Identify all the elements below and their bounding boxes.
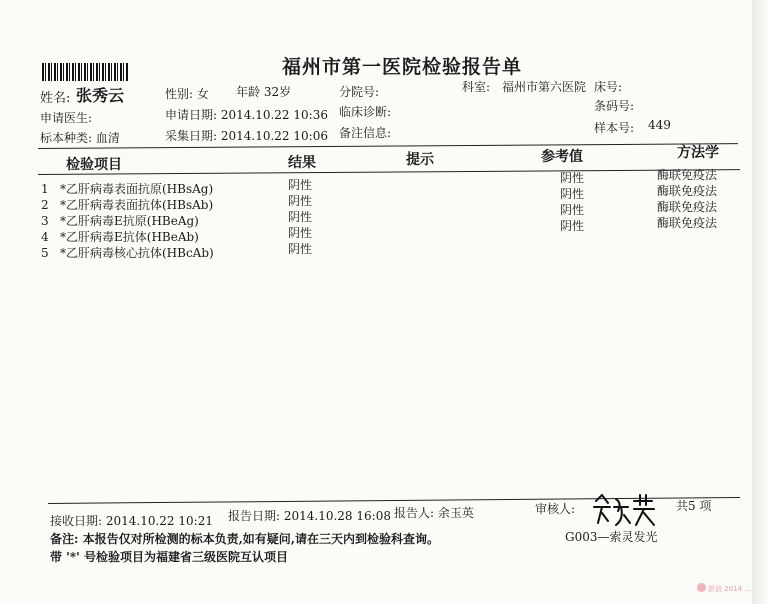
apply-date: 申请日期: 2014.10.22 10:36 — [165, 108, 328, 122]
dept-label: 科室: — [462, 80, 491, 94]
row-ref: 阴性 — [560, 171, 585, 185]
remarks-label: 备注信息: — [339, 126, 392, 140]
row-item: *乙肝病毒表面抗原(HBsAg) — [60, 182, 214, 196]
patient-name: 张秀云 — [76, 86, 125, 105]
row-result: 阴性 — [288, 178, 313, 192]
col-header-method: 方法学 — [677, 145, 719, 161]
reviewer-code: G003—索灵发光 — [565, 530, 658, 544]
row-method: 酶联免疫法 — [657, 200, 718, 214]
row-result: 阴性 — [288, 226, 313, 240]
footnote-asterisk: 带 '*' 号检验项目为福建省三级医院互认项目 — [50, 550, 288, 564]
row-no: 4 — [41, 230, 49, 244]
specimen: 标本种类: 血清 — [40, 131, 120, 145]
name-label: 姓名: — [40, 91, 71, 106]
row-item: *乙肝病毒E抗体(HBeAb) — [60, 230, 199, 244]
diagnosis-label: 临床诊断: — [339, 105, 392, 119]
doctor-label: 申请医生: — [40, 111, 93, 125]
bed-label: 床号: — [594, 80, 623, 94]
row-result: 阴性 — [288, 210, 313, 224]
total-items: 共5 项 — [676, 499, 712, 513]
row-no: 2 — [41, 198, 49, 212]
reviewer-signature — [588, 493, 658, 531]
row-item: *乙肝病毒核心抗体(HBcAb) — [60, 246, 214, 260]
reviewer-label: 审核人: — [535, 502, 576, 516]
row-item: *乙肝病毒表面抗体(HBsAb) — [60, 198, 214, 212]
col-header-ref: 参考值 — [541, 149, 583, 165]
sample-label: 样本号: — [594, 121, 635, 135]
row-no: 5 — [41, 246, 49, 260]
barcode-label: 条码号: — [594, 99, 635, 113]
row-ref: 阴性 — [560, 187, 585, 201]
paper-edge — [752, 0, 770, 604]
row-result: 阴性 — [288, 194, 313, 208]
watermark-text: 新浪·2014 ... — [708, 585, 751, 593]
row-no: 1 — [41, 182, 49, 196]
row-result: 阴性 — [288, 242, 313, 256]
dept-value: 福州市第六医院 — [502, 80, 587, 94]
gender: 性别: 女 — [165, 87, 209, 101]
report-date: 报告日期: 2014.10.28 16:08 — [228, 509, 391, 523]
watermark-logo — [697, 583, 706, 592]
row-item: *乙肝病毒E抗原(HBeAg) — [60, 214, 199, 228]
col-header-item: 检验项目 — [66, 157, 122, 173]
col-header-hint: 提示 — [406, 152, 434, 168]
reporter: 报告人: 余玉英 — [394, 506, 474, 520]
branch-label: 分院号: — [339, 85, 380, 99]
age: 年龄 32岁 — [236, 85, 292, 99]
row-ref: 阴性 — [560, 219, 585, 233]
footnote-disclaimer: 备注: 本报告仅对所检测的标本负责,如有疑问,请在三天内到检验科查询。 — [50, 532, 439, 546]
row-method: 酶联免疫法 — [657, 216, 718, 230]
report-title: 福州市第一医院检验报告单 — [282, 56, 523, 78]
row-method: 酶联免疫法 — [657, 184, 718, 198]
row-ref: 阴性 — [560, 203, 585, 217]
row-no: 3 — [41, 214, 49, 228]
collect-date: 采集日期: 2014.10.22 10:06 — [165, 129, 328, 143]
receive-date: 接收日期: 2014.10.22 10:21 — [50, 514, 213, 528]
col-header-result: 结果 — [288, 155, 316, 171]
row-method: 酶联免疫法 — [657, 168, 718, 182]
sample-number: 449 — [648, 118, 671, 132]
barcode — [42, 63, 128, 81]
